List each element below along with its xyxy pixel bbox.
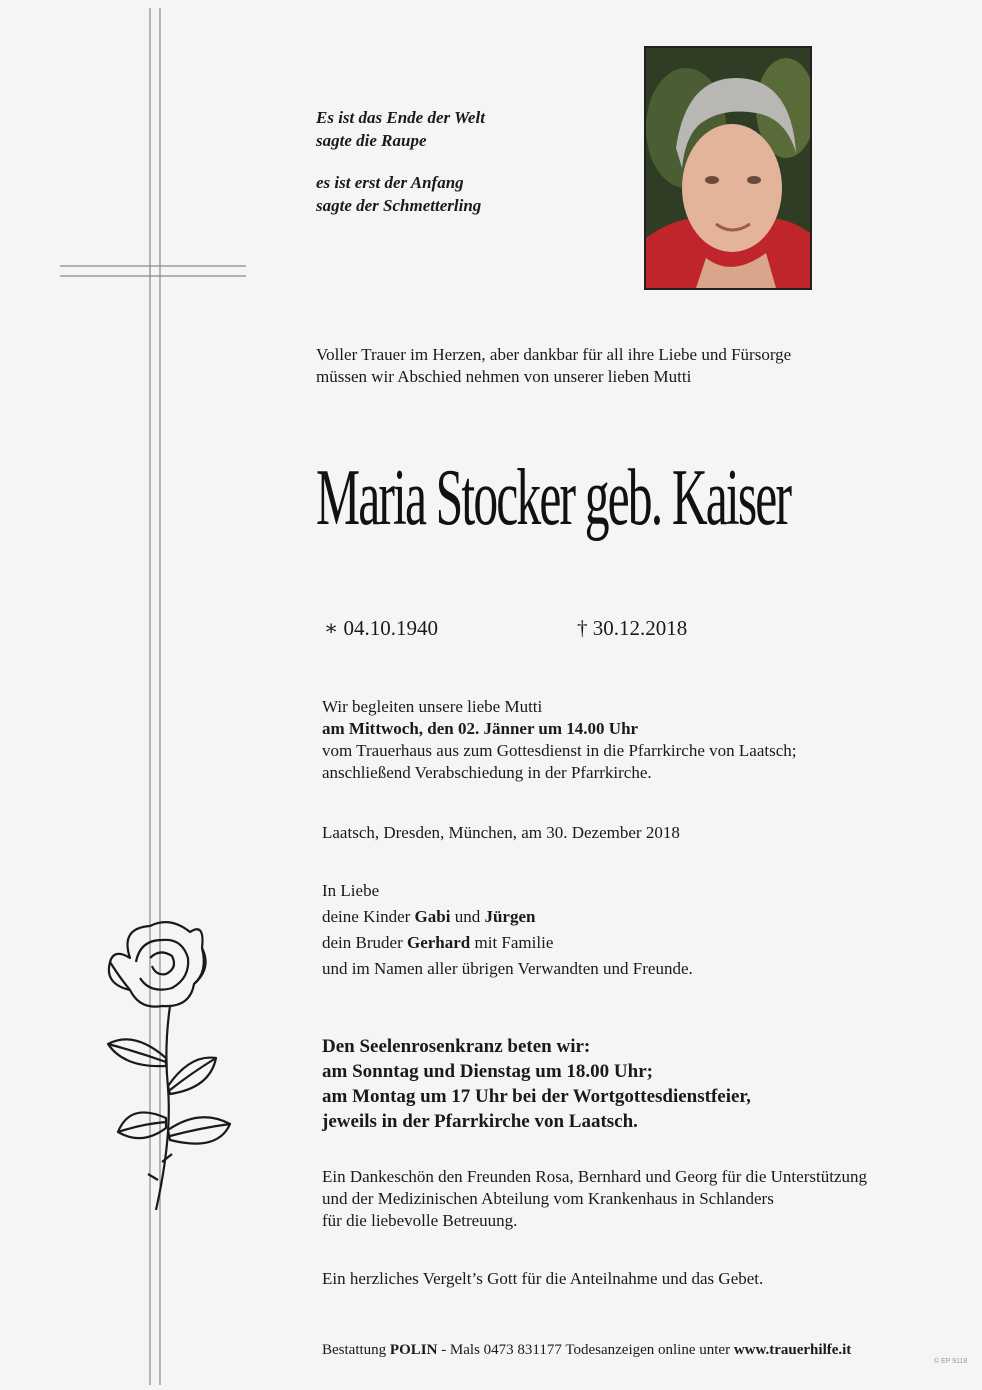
funeral-date: am Mittwoch, den 02. Jänner um 14.00 Uhr bbox=[322, 719, 639, 738]
mourners bbox=[322, 878, 693, 982]
footer bbox=[322, 1342, 851, 1359]
cross-icon: † bbox=[577, 616, 588, 640]
footer-prefix: Bestattung bbox=[322, 1342, 390, 1358]
thanks-line: für die liebevolle Betreuung. bbox=[322, 1211, 518, 1230]
rosary-info bbox=[322, 1034, 751, 1134]
intro-line: müssen wir Abschied nehmen von unserer lieben Mutti bbox=[316, 367, 692, 386]
footer-code: © EP 9118 bbox=[934, 1358, 968, 1365]
brother-name: Gerhard bbox=[406, 933, 471, 952]
birth-symbol: ∗ bbox=[324, 616, 339, 640]
thanks bbox=[322, 1166, 867, 1232]
brother-suffix: mit Familie bbox=[470, 933, 554, 952]
intro-text bbox=[316, 344, 791, 388]
place-date: Laatsch, Dresden, München, am 30. Dezember 2018 bbox=[322, 823, 680, 842]
funeral-line: anschließend Verabschiedung in der Pfarrkirche. bbox=[322, 763, 652, 782]
children-prefix: deine Kinder bbox=[322, 907, 415, 926]
rose-icon bbox=[90, 918, 250, 1218]
mourners-line: und im Namen aller übrigen Verwandten und Freunde. bbox=[322, 959, 693, 978]
child-name: Gabi bbox=[414, 907, 451, 926]
children-line bbox=[322, 904, 693, 930]
footer-middle: - Mals 0473 831177 Todesanzeigen online unter bbox=[437, 1342, 734, 1358]
funeral-line: Wir begleiten unsere liebe Mutti bbox=[322, 697, 543, 716]
rosary-line: jeweils in der Pfarrkirche von Laatsch. bbox=[322, 1111, 638, 1132]
deceased-name: Maria Stocker geb. Kaiser bbox=[316, 454, 791, 542]
rosary-line: am Sonntag und Dienstag um 18.00 Uhr; bbox=[322, 1061, 653, 1082]
child-name: Jürgen bbox=[484, 907, 536, 926]
brother-prefix: dein Bruder bbox=[322, 933, 407, 952]
quote-line: sagte der Schmetterling bbox=[316, 196, 482, 215]
quote bbox=[316, 106, 485, 236]
death-date-value: 30.12.2018 bbox=[592, 616, 688, 640]
and-word: und bbox=[450, 907, 485, 926]
rosary-line: am Montag um 17 Uhr bei der Wortgottesdienstfeier, bbox=[322, 1086, 751, 1107]
funeral-home-name: POLIN bbox=[389, 1342, 438, 1358]
birth-date-value: 04.10.1940 bbox=[343, 616, 439, 640]
thanks-line: und der Medizinischen Abteilung vom Krankenhaus in Schlanders bbox=[322, 1189, 774, 1208]
birth-date bbox=[324, 616, 438, 641]
quote-line: Es ist das Ende der Welt bbox=[316, 108, 485, 127]
brother-line bbox=[322, 930, 693, 956]
thanks-line: Ein Dankeschön den Freunden Rosa, Bernhard und Georg für die Unterstützung bbox=[322, 1167, 867, 1186]
death-date bbox=[577, 616, 687, 641]
funeral-line: vom Trauerhaus aus zum Gottesdienst in die Pfarrkirche von Laatsch; bbox=[322, 741, 797, 760]
website-link[interactable]: www.trauerhilfe.it bbox=[733, 1342, 852, 1358]
intro-line: Voller Trauer im Herzen, aber dankbar für all ihre Liebe und Fürsorge bbox=[316, 345, 792, 364]
quote-line: es ist erst der Anfang bbox=[316, 173, 464, 192]
rosary-line: Den Seelenrosenkranz beten wir: bbox=[322, 1036, 591, 1057]
quote-line: sagte die Raupe bbox=[316, 131, 427, 150]
funeral-info bbox=[322, 696, 796, 784]
mourners-line: In Liebe bbox=[322, 881, 380, 900]
portrait-photo bbox=[644, 46, 812, 290]
closing-text: Ein herzliches Vergelt’s Gott für die Anteilnahme und das Gebet. bbox=[322, 1269, 764, 1288]
